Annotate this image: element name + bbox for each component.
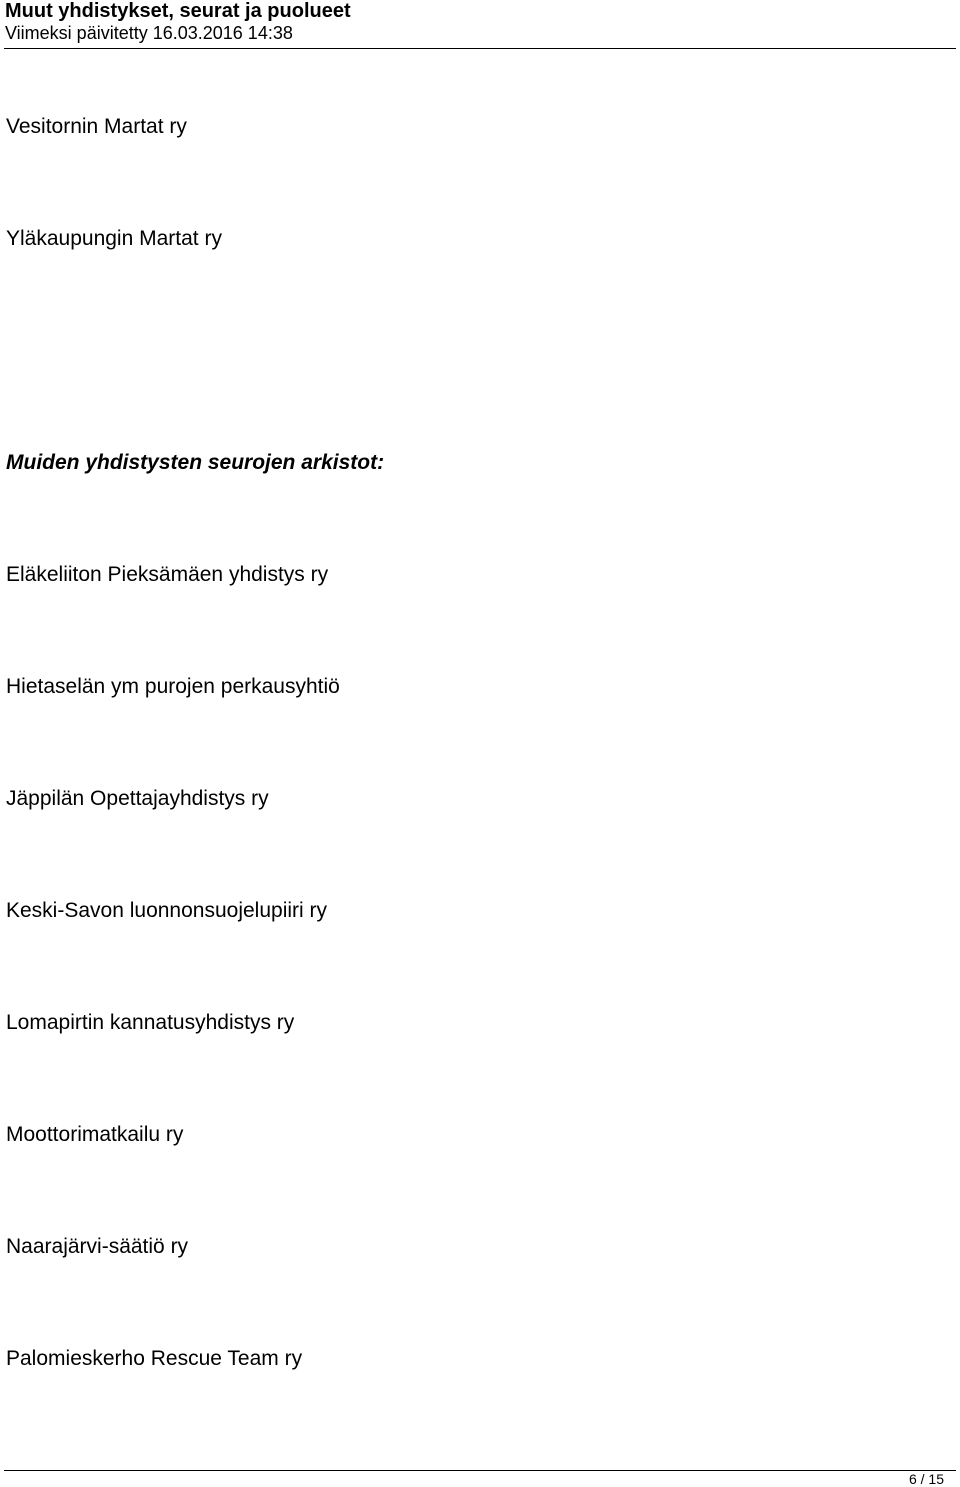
footer-divider [4,1470,956,1471]
list-item: Jäppilän Opettajayhdistys ry [6,787,269,810]
list-item: Hietaselän ym purojen perkausyhtiö [6,675,340,698]
header-divider [4,48,956,49]
section-heading: Muiden yhdistysten seurojen arkistot: [6,451,385,474]
list-item: Keski-Savon luonnonsuojelupiiri ry [6,899,328,922]
list-item: Palomieskerho Rescue Team ry [6,1347,303,1370]
list-item: Vesitornin Martat ry [6,115,187,138]
list-item: Eläkeliiton Pieksämäen yhdistys ry [6,563,329,586]
list-item: Moottorimatkailu ry [6,1123,184,1146]
page-number: 6 / 15 [908,1471,944,1487]
document-title: Muut yhdistykset, seurat ja puolueet [5,0,351,22]
list-item: Yläkaupungin Martat ry [6,227,222,250]
list-item: Lomapirtin kannatusyhdistys ry [6,1011,295,1034]
last-updated-text: Viimeksi päivitetty 16.03.2016 14:38 [5,23,293,43]
list-item: Naarajärvi-säätiö ry [6,1235,189,1258]
